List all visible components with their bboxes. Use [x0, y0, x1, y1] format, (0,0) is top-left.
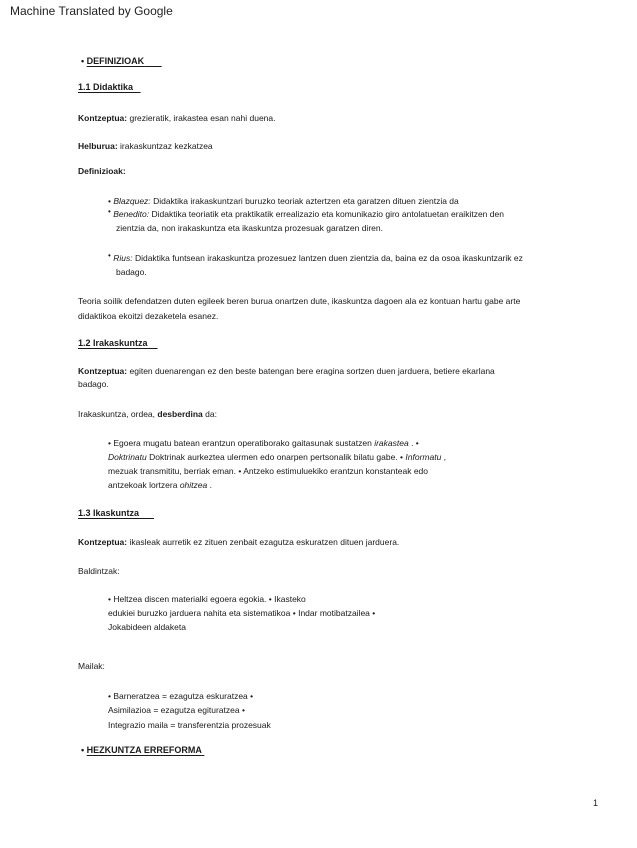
definition-rius [108, 251, 523, 266]
section-irakaskuntza-title: 1.2 Irakaskuntza [78, 338, 148, 348]
section-irakaskuntza [78, 338, 158, 348]
baldintzak-line3: Jokabideen aldaketa [108, 622, 186, 632]
desberdina-sentence [78, 407, 217, 421]
didaktika-helburua [78, 139, 213, 153]
definition-text: Didaktika irakaskuntzari buruzko teoriak aztertzen eta garatzen dituen zientzia da [153, 196, 459, 206]
kontzeptua-label: Kontzeptua: [78, 537, 128, 547]
page-number: 1 [592, 798, 598, 808]
list-term: Informatu [405, 452, 442, 462]
didaktika-kontzeptua [78, 111, 276, 125]
kontzeptua-label: Kontzeptua: [78, 113, 128, 123]
bullet: • [108, 251, 111, 260]
ikaskuntza-kontzeptua [78, 535, 399, 549]
machine-translation-banner: Machine Translated by Google [10, 4, 173, 18]
helburua-text: irakaskuntzaz kezkatzea [120, 141, 213, 151]
section-ikaskuntza [78, 508, 154, 518]
kontzeptua-text: grezieratik, irakastea esan nahi duena. [129, 113, 276, 123]
list-text: . • [411, 438, 419, 448]
kontzeptua-text: ikasleak aurretik ez zituen zenbait ezagutza eskuratzen dituen jarduera. [129, 537, 400, 547]
kontzeptua-text: egiten duenarengan ez den beste batengan bere eragina sortzen duen jarduera, betiere ekarlana [129, 366, 495, 376]
list-text: , [443, 452, 447, 462]
mailak-label: Mailak: [78, 661, 105, 671]
irakaskuntza-list-line3: mezuak transmititu, berriak eman. • Antzeko estimuluekiko erantzun konstanteak edo [108, 466, 428, 476]
list-term: ohitzea [179, 480, 208, 490]
section-definizioak-title: DEFINIZIOAK [86, 56, 145, 66]
list-text: • Egoera mugatu batean erantzun operatiborako gaitasunak sustatzen [108, 438, 372, 448]
baldintzak-line1: • Heltzea discen materialki egoera egokia. • Ikasteko [108, 594, 306, 604]
definition-author: Blazquez: [113, 196, 151, 206]
definition-blazquez [108, 194, 459, 208]
definizioak-label: Definizioak: [78, 166, 126, 176]
irakaskuntza-kontzeptua-cont: badago. [78, 379, 109, 389]
list-term: Doktrinatu [108, 452, 147, 462]
list-text: . [209, 480, 212, 490]
list-text: Doktrinak aurkeztea ulermen edo onarpen pertsonalik bilatu gabe. • [149, 452, 404, 462]
irakaskuntza-list-line1 [108, 436, 419, 450]
irakaskuntza-list-line4 [108, 478, 212, 492]
list-text: antzekoak lortzera [108, 480, 178, 490]
teoria-paragraph-line1: Teoria soilik defendatzen duten egileek beren burua onartzen dute, ikaskuntza dagoen ala ez kontuan hartu gabe arte [78, 296, 521, 306]
baldintzak-label: Baldintzak: [78, 566, 120, 576]
desberdina-pre: Irakaskuntza, ordea, [78, 409, 156, 419]
bullet: • [108, 207, 111, 216]
section-hezkuntza-title: HEZKUNTZA ERREFORMA [86, 745, 202, 755]
mailak-line3: Integrazio maila = transferentzia prozesuak [108, 720, 271, 730]
mailak-line1: • Barneratzea = ezagutza eskuratzea • [108, 691, 254, 701]
bullet: • [81, 745, 87, 755]
definition-author: Rius: [113, 253, 133, 263]
section-didaktika-title: 1.1 Didaktika [78, 82, 134, 92]
bullet: • [108, 196, 114, 206]
kontzeptua-label: Kontzeptua: [78, 366, 128, 376]
helburua-label: Helburua: [78, 141, 118, 151]
section-didaktika [78, 82, 141, 92]
list-term: irakastea [374, 438, 409, 448]
desberdina-post: da: [205, 409, 217, 419]
teoria-paragraph-line2: didaktikoa ekoitzi dezaketela esanez. [78, 311, 219, 321]
definition-text: Didaktika teoriatik eta praktikatik errealizazio eta komunikazio giro antolatuetan eraikitzen den [151, 209, 504, 219]
desberdina-bold: desberdina [157, 409, 203, 419]
definition-benedito-cont: zientzia da, non irakaskuntza eta ikaskuntza prozesuak garatzen diren. [116, 223, 383, 233]
baldintzak-line2: edukiei buruzko jarduera nahita eta sistematikoa • Indar motibatzailea • [108, 608, 376, 618]
section-hezkuntza-erreforma [81, 745, 204, 755]
definition-text: Didaktika funtsean irakaskuntza prozesuez lantzen duen zientzia da, baina ez da osoa ikaskuntzarik ez [134, 253, 523, 263]
definition-rius-cont: badago. [116, 267, 147, 277]
irakaskuntza-list-line2 [108, 450, 446, 464]
bullet: • [81, 56, 87, 66]
section-definizioak [81, 56, 162, 66]
definition-author: Benedito: [113, 209, 150, 219]
mailak-line2: Asimilazioa = ezagutza egituratzea • [108, 705, 245, 715]
irakaskuntza-kontzeptua [78, 364, 495, 378]
definition-benedito [108, 207, 504, 222]
section-ikaskuntza-title: 1.3 Ikaskuntza [78, 508, 140, 518]
